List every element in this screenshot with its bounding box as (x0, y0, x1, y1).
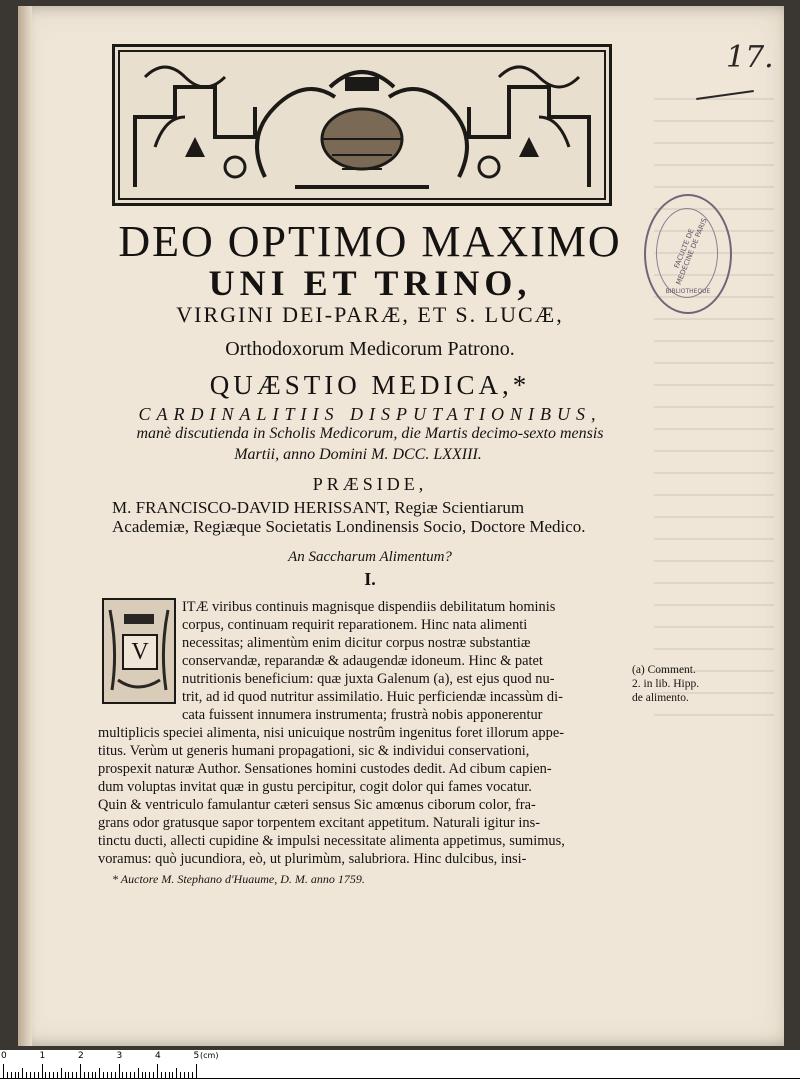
ruler-tick (188, 1072, 189, 1078)
library-stamp (644, 194, 732, 314)
margin-note-line: 2. in lib. Hipp. (632, 678, 700, 690)
ruler-tick (38, 1072, 39, 1078)
ruler-tick (126, 1072, 127, 1078)
body-line: Quin & ventriculo famulantur cæteri sensus Sic amœnus ciborum color, fra- (98, 797, 536, 813)
ruler-tick (153, 1072, 154, 1078)
folio-number: 17. (726, 40, 774, 75)
scale-ruler (0, 1050, 800, 1085)
ruler-tick (7, 1072, 8, 1078)
ruler-tick (130, 1072, 131, 1078)
ruler-tick (15, 1072, 16, 1078)
ruler-tick (88, 1072, 89, 1078)
ruler-tick (18, 1072, 19, 1078)
ruler-tick (57, 1072, 58, 1078)
ruler-label: 5 (193, 1051, 200, 1061)
ruler-tick (115, 1072, 116, 1078)
ruler-tick (176, 1068, 177, 1078)
title-line-3: VIRGINI DEI-PARÆ, ET S. LUCÆ, (176, 302, 564, 327)
ruler-tick (196, 1064, 197, 1078)
body-line: dum voluptas invitat quæ in gustu percipitur, cogit dolor qui fames vocatur. (98, 779, 532, 795)
ruler-tick (22, 1068, 23, 1078)
ruler-tick (107, 1072, 108, 1078)
praeside-line-1: M. FRANCISCO-DAVID HERISSANT, Regiæ Scientiarum (112, 498, 525, 517)
ruler-label: 1 (39, 1051, 46, 1061)
margin-note-line: de alimento. (632, 692, 689, 704)
ruler-tick (165, 1072, 166, 1078)
show-through-text (654, 96, 774, 716)
ruler-tick (34, 1072, 35, 1078)
ruler-tick (72, 1072, 73, 1078)
ruler-tick (84, 1072, 85, 1078)
ruler-tick (26, 1072, 27, 1078)
ruler-tick (49, 1072, 50, 1078)
ruler-tick (161, 1072, 162, 1078)
ruler-tick (99, 1068, 100, 1078)
ruler-tick (11, 1072, 12, 1078)
section-number: I. (364, 569, 376, 589)
ruler-tick (95, 1072, 96, 1078)
ruler-tick (92, 1072, 93, 1078)
stamp-text: FACULTE DE MEDECINE DE PARIS (672, 217, 709, 286)
title-line-2: UNI ET TRINO, (208, 263, 532, 303)
ruler-tick (145, 1072, 146, 1078)
body-line: grans odor gratusque sapor torpentem excitant appetitum. Naturali igitur ins- (98, 815, 540, 831)
ruler-tick (157, 1064, 158, 1078)
ruler-label: 4 (155, 1051, 161, 1061)
praeside-heading: PRÆSIDE, (312, 474, 428, 494)
body-line: ITÆ viribus continuis magnisque dispendiis debilitatum hominis (182, 599, 556, 615)
margin-note-line: (a) Comment. (632, 664, 696, 676)
body-line: tinctu ducti, allecti cupidine & impulsi necessitate alimenta appetimus, sumimus, (98, 833, 565, 849)
body-line: multiplicis speciei alimenta, nisi unicuique nostrûm ingenitus foret illorum appe- (98, 725, 565, 741)
drop-cap-letter: V (122, 634, 158, 670)
body-line: cata fuissent innumera instrumenta; frustrà nobis apponerentur (182, 707, 543, 723)
body-line: trit, ad id quod nutritur assimilatio. Huic perficiendæ incassùm di- (182, 689, 563, 705)
ruler-tick (142, 1072, 143, 1078)
ruler-tick (169, 1072, 170, 1078)
quaestio-heading: QUÆSTIO MEDICA,* (209, 370, 531, 400)
body-line: voramus: quò jucundiora, eò, ut plurimùm, salubriora. Hinc dulcibus, insi- (98, 851, 527, 867)
ruler-tick (42, 1064, 43, 1078)
ruler-tick (119, 1064, 120, 1078)
ruler-tick (53, 1072, 54, 1078)
ruler-tick (45, 1072, 46, 1078)
ruler-tick (68, 1072, 69, 1078)
praeside-line-2: Academiæ, Regiæque Societatis Londinensis Socio, Doctore Medico. (112, 517, 586, 536)
ruler-label: 3 (116, 1051, 123, 1061)
ruler-tick (65, 1072, 66, 1078)
body-line: conservandæ, reparandæ & adaugendæ idoneum. Hinc & patet (182, 653, 543, 669)
ruler-tick (122, 1072, 123, 1078)
ruler-tick (172, 1072, 173, 1078)
page-gutter (18, 6, 32, 1046)
ruler-tick (111, 1072, 112, 1078)
headpiece-ornament (112, 44, 612, 206)
ruler-tick (134, 1072, 135, 1078)
date-line-2: Martii, anno Domini M. DCC. LXXIII. (234, 446, 482, 463)
footnote: * Auctore M. Stephano d'Huaume, D. M. anno 1759. (112, 872, 365, 886)
title-line-4: Orthodoxorum Medicorum Patrono. (225, 338, 515, 360)
ruler-label: 0 (1, 1051, 7, 1061)
body-line: necessitas; alimentùm enim dicitur corpus nostræ substantiæ (182, 635, 531, 651)
ruler-tick (76, 1072, 77, 1078)
ruler-tick (192, 1072, 193, 1078)
body-line: corpus, continuam requirit reparationem. Hinc nata alimenti (182, 617, 528, 633)
ruler-tick (80, 1064, 81, 1078)
title-line-1: DEO OPTIMO MAXIMO (118, 217, 622, 266)
ruler-label: 2 (78, 1051, 84, 1061)
ruler-tick (180, 1072, 181, 1078)
question-line: An Saccharum Alimentum? (288, 549, 452, 565)
body-line: titus. Verùm ut generis humani propagationi, sic & individui conservationi, (98, 743, 530, 759)
ruler-baseline (0, 1078, 800, 1079)
disputation-line: CARDINALITIIS DISPUTATIONIBUS, (138, 404, 602, 424)
ruler-tick (3, 1064, 4, 1078)
ruler-unit: (cm) (200, 1051, 219, 1060)
ruler-tick (138, 1068, 139, 1078)
drop-cap-ornament (102, 598, 176, 704)
ruler-tick (30, 1072, 31, 1078)
stamp-bottom-text: BIBLIOTHEQUE (665, 288, 711, 295)
ruler-tick (149, 1072, 150, 1078)
ruler-tick (184, 1072, 185, 1078)
ruler-tick (103, 1072, 104, 1078)
ruler-tick (61, 1068, 62, 1078)
date-line-1: manè discutienda in Scholis Medicorum, die Martis decimo-sexto mensis (136, 425, 604, 442)
body-line: prospexit naturæ Author. Sensationes homini custodes dedit. Ad cibum capien- (98, 761, 552, 777)
body-line: nutritionis beneficium: quæ juxta Galenum (a), est ejus quod nu- (182, 671, 555, 687)
